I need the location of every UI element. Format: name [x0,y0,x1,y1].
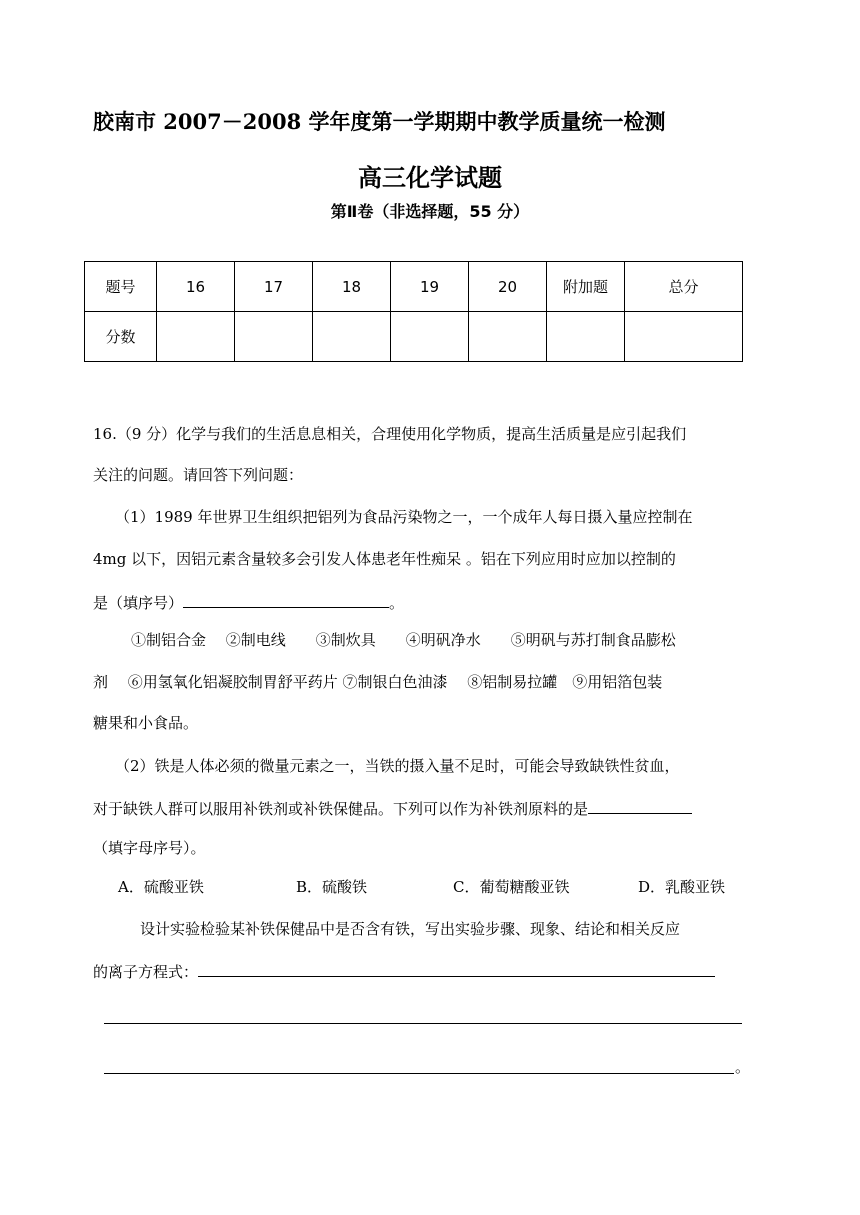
header-cell: 17 [235,262,313,312]
score-cell[interactable] [313,312,391,362]
score-cell[interactable] [391,312,469,362]
answer-blank[interactable] [198,960,715,977]
header-cell: 16 [157,262,235,312]
choice-b: B．硫酸铁 [296,878,368,896]
answer-line[interactable] [104,1073,734,1074]
section-subtitle: 第Ⅱ卷（非选择题，55 分） [330,202,530,221]
header-cell: 19 [391,262,469,312]
part1-text: 4mg 以下，因铝元素含量较多会引发人体患老年性痴呆 。铝在下列应用时应加以控制的 [93,550,676,568]
score-cell[interactable] [469,312,547,362]
choice-d: D．乳酸亚铁 [638,878,726,896]
page-title: 高三化学试题 [358,164,502,192]
header-cell: 总分 [625,262,743,312]
part1-text: （1）1989 年世界卫生组织把铝列为食品污染物之一，一个成年人每日摄入量应控制在 [115,508,693,526]
score-cell[interactable] [625,312,743,362]
score-table [84,261,743,362]
part2-text: （填字母序号）。 [93,839,206,857]
exam-header: 胶南市 2007－2008 学年度第一学期期中教学质量统一检测 [93,109,666,134]
part2-text: （2）铁是人体必须的微量元素之一，当铁的摄入量不足时，可能会导致缺铁性贫血， [115,757,680,775]
answer-line[interactable] [104,1023,742,1024]
experiment-prompt: 的离子方程式： [93,963,199,981]
part2-text [93,797,692,819]
question-intro: 关注的问题。请回答下列问题： [93,466,304,484]
header-cell: 18 [313,262,391,312]
choice-a: A．硫酸亚铁 [118,878,204,896]
question-intro: 16.（9 分）化学与我们的生活息息相关，合理使用化学物质，提高生活质量是应引起我们 [93,425,687,443]
part1-text [93,591,404,613]
row-label-cell: 分数 [85,312,157,362]
score-cell[interactable] [547,312,625,362]
part2-prompt: 对于缺铁人群可以服用补铁剂或补铁保健品。下列可以作为补铁剂原料的是 [93,800,589,818]
header-cell: 题号 [85,262,157,312]
options-text: 剂 ⑥用氢氧化铝凝胶制胃舒平药片 ⑦制银白色油漆 ⑧铝制易拉罐 ⑨用铝箔包装 [93,673,663,691]
experiment-text: 设计实验检验某补铁保健品中是否含有铁，写出实验步骤、现象、结论和相关反应 [140,920,681,938]
header-cell: 20 [469,262,547,312]
table-row [85,262,743,312]
punctuation: 。 [735,1058,751,1076]
part1-prompt: 是（填序号） [93,594,184,612]
answer-blank[interactable] [183,591,389,608]
experiment-text [93,960,715,982]
options-text: ①制铝合金 ②制电线 ③制炊具 ④明矾净水 ⑤明矾与苏打制食品膨松 [131,631,676,649]
header-cell: 附加题 [547,262,625,312]
score-cell[interactable] [157,312,235,362]
choice-c: C．葡萄糖酸亚铁 [453,878,570,896]
score-cell[interactable] [235,312,313,362]
options-text: 糖果和小食品。 [93,714,199,732]
table-row [85,312,743,362]
answer-blank[interactable] [588,797,692,814]
punctuation: 。 [389,594,405,612]
